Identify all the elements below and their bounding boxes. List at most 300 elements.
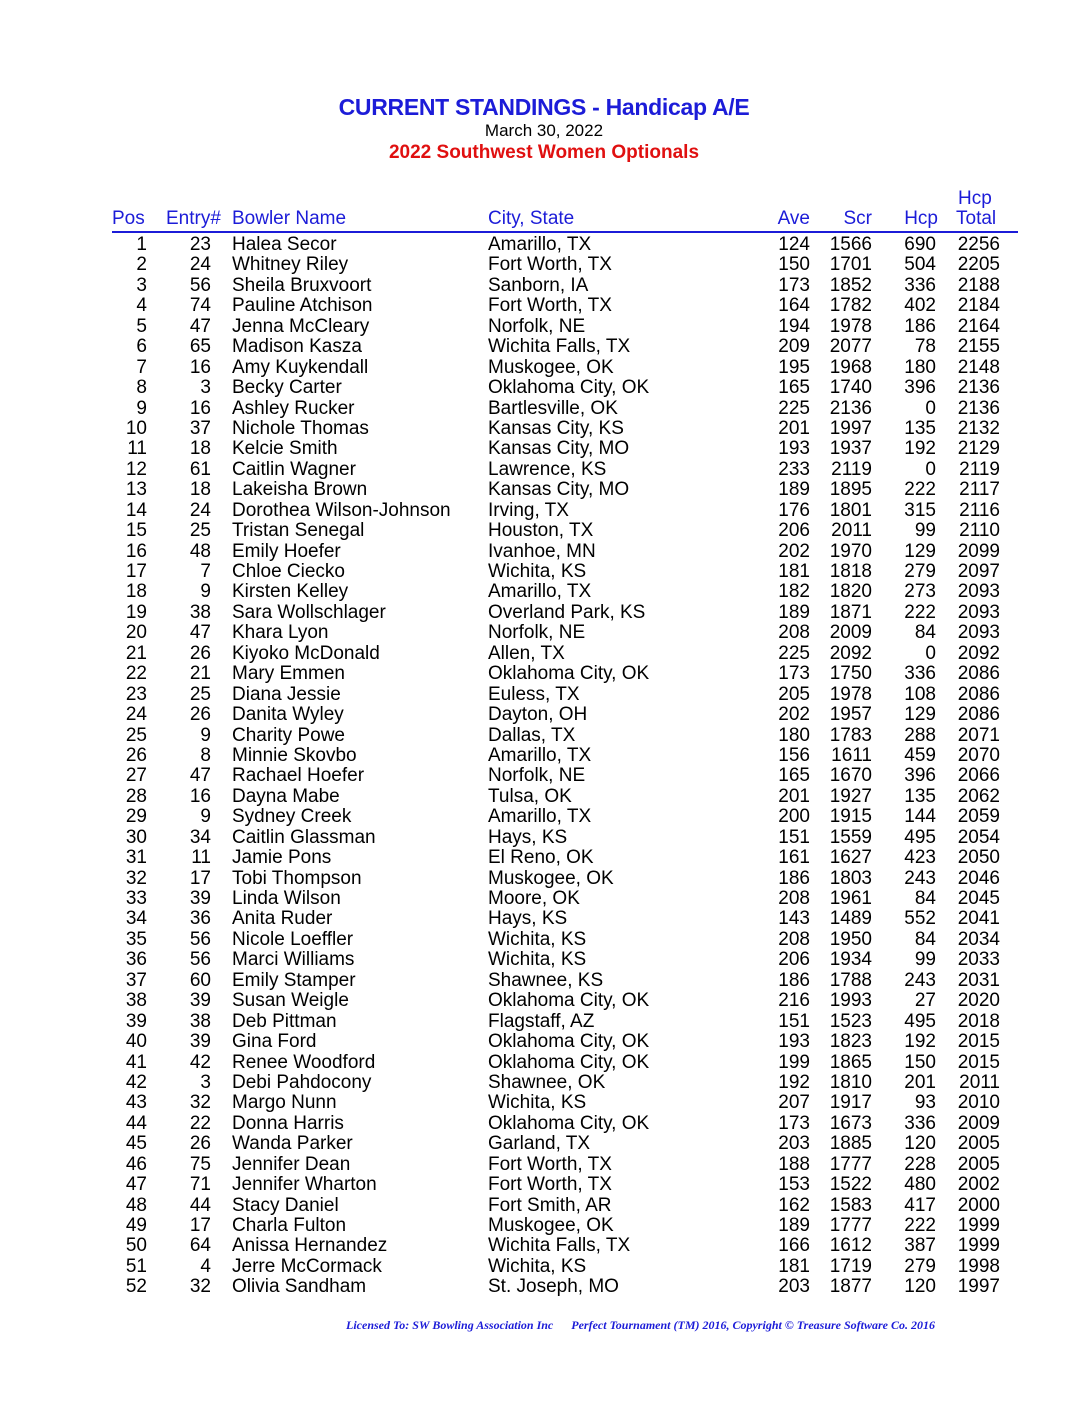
entry-cell: 23 bbox=[189, 234, 211, 255]
pos-cell: 6 bbox=[136, 336, 147, 358]
header-divider bbox=[112, 231, 1018, 233]
average-cell: 186 bbox=[778, 867, 810, 889]
scratch-cell: 1612 bbox=[829, 1235, 872, 1257]
average-cell: 207 bbox=[778, 1092, 810, 1114]
license-text: Licensed To: SW Bowling Association Inc bbox=[346, 1318, 554, 1332]
bowler-name: Dayna Mabe bbox=[232, 785, 340, 807]
entry-cell: 26 bbox=[189, 1133, 211, 1155]
bowler-name: Sara Wollschlager bbox=[232, 601, 386, 623]
table-row bbox=[0, 439, 1088, 459]
scratch-cell: 1950 bbox=[829, 928, 872, 950]
handicap-cell: 120 bbox=[904, 1133, 936, 1155]
scratch-cell: 2011 bbox=[831, 520, 872, 542]
pos-cell: 32 bbox=[125, 867, 147, 889]
city-state: Wichita, KS bbox=[488, 1092, 587, 1114]
average-cell: 203 bbox=[778, 1276, 810, 1298]
city-state: Garland, TX bbox=[488, 1133, 591, 1155]
bowler-name: Madison Kasza bbox=[232, 336, 362, 358]
entry-cell: 25 bbox=[189, 683, 211, 705]
bowler-name: Sheila Bruxvoort bbox=[232, 274, 372, 296]
entry-cell: 39 bbox=[189, 888, 211, 909]
entry-cell: 75 bbox=[189, 1153, 211, 1175]
city-state: Wichita Falls, TX bbox=[488, 1235, 631, 1257]
entry-cell: 16 bbox=[189, 785, 211, 807]
scratch-cell: 1895 bbox=[829, 479, 872, 501]
pos-cell: 50 bbox=[125, 1235, 147, 1257]
average-cell: 225 bbox=[778, 397, 810, 419]
handicap-cell: 222 bbox=[904, 601, 936, 623]
handicap-cell: 504 bbox=[904, 254, 936, 276]
scratch-cell: 1917 bbox=[829, 1092, 872, 1114]
average-cell: 216 bbox=[778, 990, 810, 1012]
bowler-name: Linda Wilson bbox=[232, 888, 341, 909]
scratch-cell: 1961 bbox=[829, 888, 872, 909]
handicap-cell: 108 bbox=[904, 683, 936, 705]
handicap-cell: 279 bbox=[904, 561, 936, 582]
city-state: Ivanhoe, MN bbox=[488, 540, 596, 562]
pos-cell: 40 bbox=[125, 1031, 147, 1053]
bowler-name: Nichole Thomas bbox=[232, 417, 369, 439]
scratch-cell: 1750 bbox=[829, 663, 872, 685]
average-cell: 173 bbox=[778, 663, 810, 685]
total-cell: 2256 bbox=[957, 234, 1000, 255]
bowler-name: Charla Fulton bbox=[232, 1215, 347, 1236]
bowler-name: Whitney Riley bbox=[232, 254, 349, 276]
total-cell: 2092 bbox=[957, 642, 1000, 664]
entry-cell: 71 bbox=[189, 1174, 211, 1196]
total-cell: 2020 bbox=[957, 990, 1000, 1012]
total-cell: 2136 bbox=[957, 377, 1000, 399]
bowler-name: Kirsten Kelley bbox=[232, 581, 349, 603]
scratch-cell: 1803 bbox=[829, 867, 872, 889]
entry-cell: 38 bbox=[189, 1010, 211, 1032]
entry-cell: 47 bbox=[189, 622, 211, 644]
city-state: El Reno, OK bbox=[488, 847, 594, 869]
average-cell: 208 bbox=[778, 888, 810, 909]
entry-cell: 9 bbox=[200, 581, 211, 603]
pos-cell: 21 bbox=[125, 642, 147, 664]
average-cell: 182 bbox=[778, 581, 810, 603]
handicap-cell: 99 bbox=[914, 520, 936, 542]
scratch-cell: 1885 bbox=[829, 1133, 872, 1155]
table-row bbox=[0, 1114, 1088, 1134]
total-cell: 2046 bbox=[957, 867, 1000, 889]
bowler-name: Amy Kuykendall bbox=[232, 356, 369, 378]
average-cell: 189 bbox=[778, 601, 810, 623]
city-state: Overland Park, KS bbox=[488, 601, 646, 623]
total-cell: 2148 bbox=[957, 356, 1000, 378]
table-row bbox=[0, 480, 1088, 500]
handicap-cell: 180 bbox=[904, 356, 936, 378]
total-cell: 2164 bbox=[957, 315, 1000, 337]
total-cell: 2070 bbox=[957, 744, 1000, 766]
average-cell: 124 bbox=[778, 234, 810, 255]
total-cell: 2086 bbox=[957, 663, 1000, 685]
entry-cell: 3 bbox=[200, 377, 211, 399]
average-cell: 192 bbox=[778, 1071, 810, 1093]
pos-cell: 12 bbox=[125, 458, 147, 480]
total-cell: 2093 bbox=[957, 622, 1000, 644]
pos-cell: 2 bbox=[136, 254, 147, 276]
city-state: Euless, TX bbox=[488, 683, 580, 705]
total-cell: 2086 bbox=[957, 683, 1000, 705]
table-row bbox=[0, 685, 1088, 705]
city-state: Oklahoma City, OK bbox=[488, 1051, 650, 1073]
table-row bbox=[0, 726, 1088, 746]
bowler-name: Jenna McCleary bbox=[232, 315, 370, 337]
total-cell: 2045 bbox=[957, 888, 1000, 909]
handicap-cell: 288 bbox=[904, 724, 936, 746]
pos-cell: 34 bbox=[125, 908, 147, 930]
standings-table bbox=[0, 235, 1088, 1298]
total-cell: 2002 bbox=[957, 1174, 1000, 1196]
handicap-cell: 459 bbox=[904, 744, 936, 766]
entry-cell: 4 bbox=[200, 1255, 211, 1277]
handicap-cell: 243 bbox=[904, 867, 936, 889]
scratch-cell: 1559 bbox=[829, 826, 872, 848]
average-cell: 166 bbox=[778, 1235, 810, 1257]
city-state: Fort Worth, TX bbox=[488, 1174, 612, 1196]
bowler-name: Deb Pittman bbox=[232, 1010, 337, 1032]
city-state: Tulsa, OK bbox=[488, 785, 572, 807]
scratch-cell: 1978 bbox=[829, 315, 872, 337]
bowler-name: Minnie Skovbo bbox=[232, 744, 357, 766]
bowler-name: Emily Stamper bbox=[232, 969, 356, 991]
bowler-name: Diana Jessie bbox=[232, 683, 341, 705]
city-state: Fort Worth, TX bbox=[488, 295, 612, 317]
bowler-name: Debi Pahdocony bbox=[232, 1071, 372, 1093]
table-row bbox=[0, 1155, 1088, 1175]
average-cell: 199 bbox=[778, 1051, 810, 1073]
average-cell: 181 bbox=[778, 1255, 810, 1277]
average-cell: 209 bbox=[778, 336, 810, 358]
col-pos: Pos bbox=[112, 208, 145, 229]
city-state: Muskogee, OK bbox=[488, 356, 614, 378]
pos-cell: 17 bbox=[125, 561, 147, 582]
handicap-cell: 336 bbox=[904, 1112, 936, 1134]
average-cell: 165 bbox=[778, 377, 810, 399]
average-cell: 205 bbox=[778, 683, 810, 705]
total-cell: 2050 bbox=[957, 847, 1000, 869]
bowler-name: Anissa Hernandez bbox=[232, 1235, 388, 1257]
handicap-cell: 243 bbox=[904, 969, 936, 991]
entry-cell: 47 bbox=[189, 765, 211, 787]
entry-cell: 21 bbox=[189, 663, 211, 685]
scratch-cell: 1997 bbox=[829, 417, 872, 439]
pos-cell: 33 bbox=[125, 888, 147, 909]
bowler-name: Wanda Parker bbox=[232, 1133, 353, 1155]
bowler-name: Dorothea Wilson-Johnson bbox=[232, 499, 451, 521]
table-row bbox=[0, 705, 1088, 725]
bowler-name: Lakeisha Brown bbox=[232, 479, 368, 501]
footer bbox=[346, 1318, 935, 1333]
handicap-cell: 315 bbox=[904, 499, 936, 521]
bowler-name: Sydney Creek bbox=[232, 806, 352, 828]
entry-cell: 9 bbox=[200, 724, 211, 746]
total-cell: 2205 bbox=[957, 254, 1000, 276]
city-state: Norfolk, NE bbox=[488, 622, 586, 644]
handicap-cell: 129 bbox=[904, 540, 936, 562]
city-state: Dallas, TX bbox=[488, 724, 576, 746]
average-cell: 201 bbox=[778, 417, 810, 439]
handicap-cell: 135 bbox=[904, 417, 936, 439]
total-cell: 2059 bbox=[957, 806, 1000, 828]
pos-cell: 38 bbox=[125, 990, 147, 1012]
scratch-cell: 1970 bbox=[829, 540, 872, 562]
pos-cell: 48 bbox=[125, 1194, 147, 1216]
table-row bbox=[0, 1053, 1088, 1073]
table-row bbox=[0, 358, 1088, 378]
scratch-cell: 1783 bbox=[829, 724, 872, 746]
scratch-cell: 1818 bbox=[829, 561, 872, 582]
pos-cell: 30 bbox=[125, 826, 147, 848]
average-cell: 181 bbox=[778, 561, 810, 582]
total-cell: 2031 bbox=[957, 969, 1000, 991]
average-cell: 233 bbox=[778, 458, 810, 480]
total-cell: 1998 bbox=[957, 1255, 1000, 1277]
table-row bbox=[0, 1196, 1088, 1216]
total-cell: 2018 bbox=[957, 1010, 1000, 1032]
entry-cell: 11 bbox=[191, 847, 211, 869]
table-row bbox=[0, 1216, 1088, 1236]
table-row bbox=[0, 971, 1088, 991]
bowler-name: Danita Wyley bbox=[232, 704, 344, 726]
table-row bbox=[0, 255, 1088, 275]
handicap-cell: 402 bbox=[904, 295, 936, 317]
entry-cell: 65 bbox=[189, 336, 211, 358]
table-row bbox=[0, 1175, 1088, 1195]
entry-cell: 60 bbox=[189, 969, 211, 991]
entry-cell: 64 bbox=[189, 1235, 211, 1257]
pos-cell: 37 bbox=[125, 969, 147, 991]
report-date: March 30, 2022 bbox=[484, 121, 604, 140]
handicap-cell: 336 bbox=[904, 274, 936, 296]
entry-cell: 18 bbox=[189, 479, 211, 501]
col-entry: Entry# bbox=[166, 208, 221, 229]
total-cell: 2093 bbox=[957, 581, 1000, 603]
average-cell: 208 bbox=[778, 928, 810, 950]
scratch-cell: 1820 bbox=[829, 581, 872, 603]
city-state: Wichita, KS bbox=[488, 928, 587, 950]
city-state: Dayton, OH bbox=[488, 704, 588, 726]
scratch-cell: 1801 bbox=[829, 499, 872, 521]
entry-cell: 25 bbox=[189, 520, 211, 542]
handicap-cell: 78 bbox=[914, 336, 936, 358]
col-name: Bowler Name bbox=[232, 208, 347, 229]
pos-cell: 49 bbox=[125, 1215, 147, 1236]
bowler-name: Caitlin Wagner bbox=[232, 458, 356, 480]
total-cell: 2011 bbox=[959, 1071, 1000, 1093]
city-state: Wichita, KS bbox=[488, 949, 587, 971]
table-row bbox=[0, 1257, 1088, 1277]
scratch-cell: 1927 bbox=[829, 785, 872, 807]
bowler-name: Donna Harris bbox=[232, 1112, 344, 1134]
scratch-cell: 1523 bbox=[829, 1010, 872, 1032]
handicap-cell: 144 bbox=[904, 806, 936, 828]
handicap-cell: 0 bbox=[925, 642, 936, 664]
average-cell: 194 bbox=[778, 315, 810, 337]
pos-cell: 3 bbox=[136, 274, 147, 296]
table-row bbox=[0, 1032, 1088, 1052]
handicap-cell: 129 bbox=[904, 704, 936, 726]
total-cell: 1997 bbox=[957, 1276, 1000, 1298]
bowler-name: Jerre McCormack bbox=[232, 1255, 382, 1277]
scratch-cell: 2119 bbox=[831, 458, 872, 480]
city-state: Flagstaff, AZ bbox=[488, 1010, 595, 1032]
table-row bbox=[0, 521, 1088, 541]
scratch-cell: 2009 bbox=[829, 622, 872, 644]
total-cell: 2010 bbox=[957, 1092, 1000, 1114]
handicap-cell: 495 bbox=[904, 826, 936, 848]
total-cell: 2136 bbox=[957, 397, 1000, 419]
pos-cell: 23 bbox=[125, 683, 147, 705]
table-row bbox=[0, 603, 1088, 623]
pos-cell: 35 bbox=[125, 928, 147, 950]
table-row bbox=[0, 1277, 1088, 1297]
handicap-cell: 120 bbox=[904, 1276, 936, 1298]
handicap-cell: 222 bbox=[904, 479, 936, 501]
scratch-cell: 2077 bbox=[829, 336, 872, 358]
average-cell: 195 bbox=[778, 356, 810, 378]
col-ave: Ave bbox=[777, 208, 810, 229]
table-row bbox=[0, 337, 1088, 357]
scratch-cell: 1957 bbox=[829, 704, 872, 726]
table-row bbox=[0, 1073, 1088, 1093]
handicap-cell: 480 bbox=[904, 1174, 936, 1196]
scratch-cell: 1871 bbox=[829, 601, 872, 623]
scratch-cell: 1673 bbox=[829, 1112, 872, 1134]
entry-cell: 74 bbox=[189, 295, 211, 317]
handicap-cell: 192 bbox=[904, 438, 936, 460]
scratch-cell: 1583 bbox=[829, 1194, 872, 1216]
city-state: Amarillo, TX bbox=[488, 581, 592, 603]
entry-cell: 34 bbox=[189, 826, 211, 848]
table-row bbox=[0, 562, 1088, 582]
entry-cell: 17 bbox=[189, 1215, 211, 1236]
average-cell: 188 bbox=[778, 1153, 810, 1175]
city-state: Oklahoma City, OK bbox=[488, 1031, 650, 1053]
entry-cell: 39 bbox=[189, 990, 211, 1012]
scratch-cell: 1852 bbox=[829, 274, 872, 296]
pos-cell: 4 bbox=[136, 295, 147, 317]
entry-cell: 48 bbox=[189, 540, 211, 562]
handicap-cell: 423 bbox=[904, 847, 936, 869]
table-row bbox=[0, 582, 1088, 602]
bowler-name: Renee Woodford bbox=[232, 1051, 376, 1073]
total-cell: 1999 bbox=[957, 1215, 1000, 1236]
entry-cell: 24 bbox=[189, 499, 211, 521]
table-row bbox=[0, 828, 1088, 848]
city-state: St. Joseph, MO bbox=[488, 1276, 619, 1298]
entry-cell: 9 bbox=[200, 806, 211, 828]
total-cell: 1999 bbox=[957, 1235, 1000, 1257]
pos-cell: 31 bbox=[125, 847, 147, 869]
average-cell: 161 bbox=[778, 847, 810, 869]
city-state: Wichita Falls, TX bbox=[488, 336, 631, 358]
pos-cell: 1 bbox=[136, 234, 147, 255]
scratch-cell: 1993 bbox=[829, 990, 872, 1012]
bowler-name: Tristan Senegal bbox=[232, 520, 365, 542]
average-cell: 193 bbox=[778, 438, 810, 460]
table-row bbox=[0, 869, 1088, 889]
average-cell: 156 bbox=[778, 744, 810, 766]
city-state: Allen, TX bbox=[488, 642, 565, 664]
city-state: Shawnee, KS bbox=[488, 969, 604, 991]
entry-cell: 61 bbox=[189, 458, 211, 480]
average-cell: 153 bbox=[778, 1174, 810, 1196]
scratch-cell: 2136 bbox=[829, 397, 872, 419]
city-state: Muskogee, OK bbox=[488, 867, 614, 889]
handicap-cell: 27 bbox=[914, 990, 936, 1012]
pos-cell: 9 bbox=[136, 397, 147, 419]
city-state: Lawrence, KS bbox=[488, 458, 607, 480]
total-cell: 2116 bbox=[959, 499, 1000, 521]
handicap-cell: 387 bbox=[904, 1235, 936, 1257]
average-cell: 150 bbox=[778, 254, 810, 276]
col-total-bottom: Total bbox=[956, 208, 997, 229]
city-state: Houston, TX bbox=[488, 520, 594, 542]
city-state: Norfolk, NE bbox=[488, 315, 586, 337]
pos-cell: 11 bbox=[127, 438, 147, 460]
handicap-cell: 99 bbox=[914, 949, 936, 971]
pos-cell: 19 bbox=[125, 601, 147, 623]
entry-cell: 44 bbox=[189, 1194, 211, 1216]
entry-cell: 16 bbox=[189, 397, 211, 419]
city-state: Hays, KS bbox=[488, 908, 568, 930]
event-name: 2022 Southwest Women Optionals bbox=[388, 142, 700, 163]
handicap-cell: 186 bbox=[904, 315, 936, 337]
entry-cell: 26 bbox=[189, 642, 211, 664]
city-state: Amarillo, TX bbox=[488, 744, 592, 766]
average-cell: 202 bbox=[778, 704, 810, 726]
bowler-name: Becky Carter bbox=[232, 377, 342, 399]
table-row bbox=[0, 889, 1088, 909]
table-row bbox=[0, 623, 1088, 643]
pos-cell: 39 bbox=[125, 1010, 147, 1032]
table-row bbox=[0, 378, 1088, 398]
pos-cell: 5 bbox=[136, 315, 147, 337]
entry-cell: 8 bbox=[200, 744, 211, 766]
table-row bbox=[0, 542, 1088, 562]
handicap-cell: 0 bbox=[925, 458, 936, 480]
pos-cell: 41 bbox=[125, 1051, 147, 1073]
total-cell: 2093 bbox=[957, 601, 1000, 623]
table-row bbox=[0, 1012, 1088, 1032]
total-cell: 2000 bbox=[957, 1194, 1000, 1216]
scratch-cell: 1522 bbox=[829, 1174, 872, 1196]
bowler-name: Rachael Hoefer bbox=[232, 765, 365, 787]
pos-cell: 52 bbox=[125, 1276, 147, 1298]
total-cell: 2054 bbox=[957, 826, 1000, 848]
handicap-cell: 336 bbox=[904, 663, 936, 685]
scratch-cell: 1777 bbox=[829, 1215, 872, 1236]
bowler-name: Anita Ruder bbox=[232, 908, 333, 930]
pos-cell: 28 bbox=[125, 785, 147, 807]
bowler-name: Caitlin Glassman bbox=[232, 826, 376, 848]
table-row bbox=[0, 399, 1088, 419]
table-row bbox=[0, 501, 1088, 521]
scratch-cell: 1968 bbox=[829, 356, 872, 378]
pos-cell: 42 bbox=[125, 1071, 147, 1093]
table-row bbox=[0, 1236, 1088, 1256]
scratch-cell: 1719 bbox=[829, 1255, 872, 1277]
average-cell: 206 bbox=[778, 520, 810, 542]
handicap-cell: 690 bbox=[904, 234, 936, 255]
bowler-name: Kiyoko McDonald bbox=[232, 642, 380, 664]
city-state: Oklahoma City, OK bbox=[488, 1112, 650, 1134]
pos-cell: 24 bbox=[125, 704, 147, 726]
handicap-cell: 84 bbox=[914, 888, 936, 909]
